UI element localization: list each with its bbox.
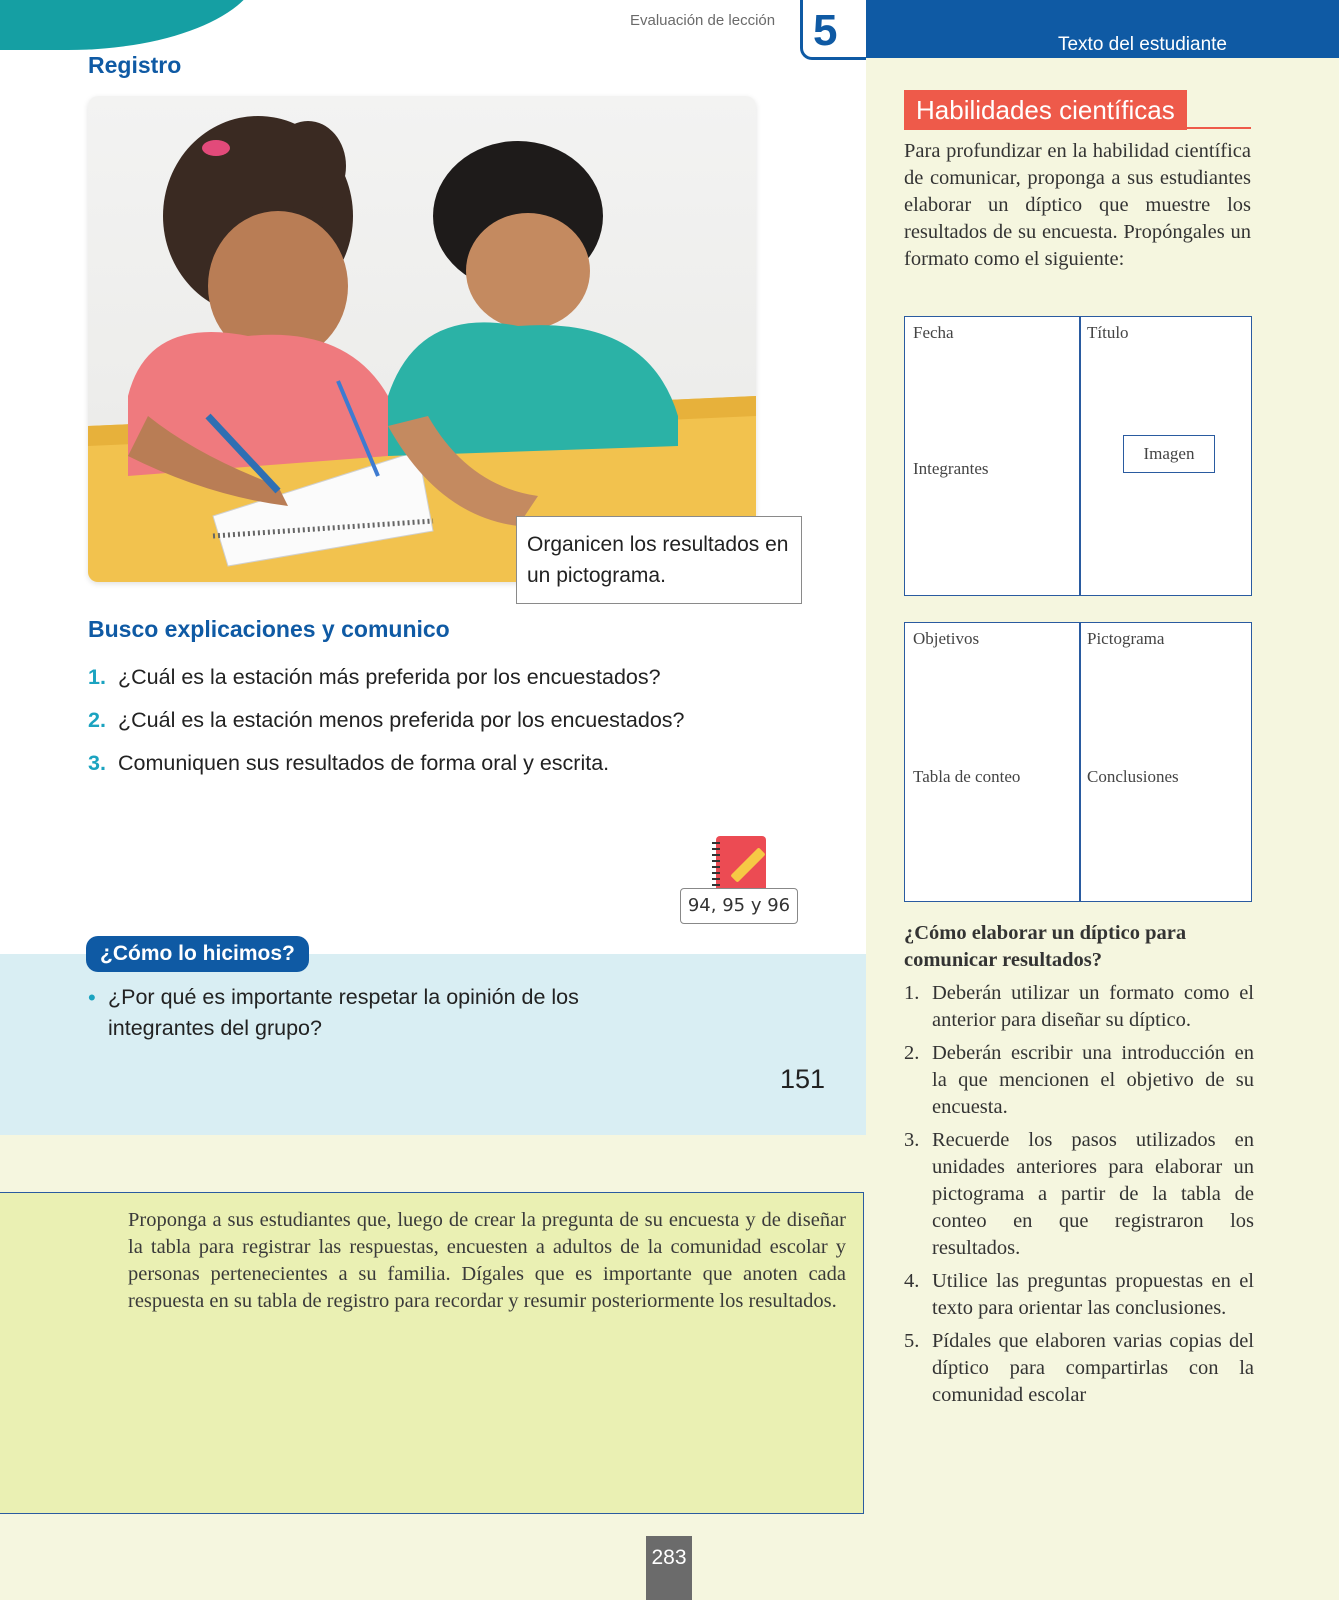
- lesson-label: Evaluación de lección: [630, 12, 776, 29]
- step-item: [904, 1127, 1254, 1262]
- step-text: Deberán utilizar un formato como el anterior para diseñar su díptico.: [932, 982, 1254, 1031]
- header-band-title: Texto del estudiante: [1057, 34, 1227, 55]
- question-text: ¿Cuál es la estación menos preferida por los encuestados?: [118, 708, 685, 732]
- diptico-template-back: [904, 622, 1252, 902]
- step-number: 3.: [904, 1129, 920, 1151]
- step-text: Recuerde los pasos utilizados en unidades anteriores para elaborar un pictograma a partir de la tabla de conteo en que registraron los resultados.: [932, 1129, 1254, 1259]
- label-fecha: Fecha: [913, 323, 954, 342]
- step-item: [904, 980, 1254, 1034]
- step-text: Deberán escribir una introducción en la que mencionen el objetivo de su encuesta.: [932, 1042, 1254, 1118]
- teacher-page-number: 283: [646, 1536, 692, 1600]
- habilidades-title: Habilidades científicas: [904, 90, 1187, 130]
- question-number: 1.: [88, 665, 106, 689]
- step-text: Pídales que elaboren varias copias del díptico para compartirlas con la comunidad escolar: [932, 1330, 1254, 1406]
- children-writing-photo: [88, 96, 756, 582]
- question-item: [88, 662, 768, 693]
- photo-illustration: [88, 96, 756, 582]
- label-integrantes: Integrantes: [913, 459, 989, 478]
- image-placeholder: Imagen: [1123, 435, 1215, 473]
- student-page: [0, 0, 866, 1135]
- teacher-note-text: Proponga a sus estudiantes que, luego de crear la pregunta de su encuesta y de diseñar la tabla para registrar las respuestas, encuesten a adultos de la comunidad escolar y personas pertenecientes a su familia. Dígales que es importante que anoten cada respuesta en su tabla de registro para recordar y resumir posteriormente los resultados.: [128, 1209, 846, 1312]
- step-item: [904, 1268, 1254, 1322]
- label-titulo: Título: [1087, 323, 1129, 342]
- diptico-template-front: [904, 316, 1252, 596]
- step-number: 1.: [904, 982, 920, 1004]
- how-to-title: ¿Cómo elaborar un díptico para comunicar resultados?: [904, 922, 1187, 971]
- label-pictograma: Pictograma: [1087, 629, 1165, 648]
- lesson-number: 5: [800, 0, 866, 60]
- panel-divider: [1079, 623, 1081, 901]
- question-list: [88, 662, 768, 791]
- photo-caption: Organicen los resultados en un pictograma.: [516, 516, 802, 604]
- como-lo-hicimos-title: ¿Cómo lo hicimos?: [86, 936, 309, 972]
- step-number: 5.: [904, 1330, 920, 1352]
- bullet-icon: •: [88, 985, 96, 1010]
- habilidades-text: Para profundizar en la habilidad científica de comunicar, proponga a sus estudiantes elaborar un díptico que muestre los resultados de su encuesta. Propóngales un formato como el siguiente:: [904, 140, 1251, 270]
- reflection-question: [88, 982, 688, 1044]
- question-number: 3.: [88, 751, 106, 775]
- label-tabla-de-conteo: Tabla de conteo: [913, 767, 1021, 786]
- step-number: 4.: [904, 1270, 920, 1292]
- title-rule: [904, 127, 1251, 129]
- question-item: [88, 705, 768, 736]
- question-item: [88, 748, 768, 779]
- decorative-swoosh: [0, 0, 260, 50]
- label-conclusiones: Conclusiones: [1087, 767, 1179, 786]
- header-band: [866, 0, 1339, 58]
- busco-section-title: Busco explicaciones y comunico: [88, 616, 450, 642]
- question-number: 2.: [88, 708, 106, 732]
- how-to-steps: [904, 980, 1254, 1415]
- question-text: ¿Cuál es la estación más preferida por los encuestados?: [118, 665, 661, 689]
- step-item: [904, 1328, 1254, 1409]
- question-text: Comuniquen sus resultados de forma oral y escrita.: [118, 751, 610, 775]
- student-page-number: 151: [780, 1064, 826, 1094]
- teacher-note-box: [0, 1192, 864, 1514]
- workbook-pages-reference: 94, 95 y 96: [680, 888, 798, 924]
- panel-divider: [1079, 317, 1081, 595]
- step-item: [904, 1040, 1254, 1121]
- label-objetivos: Objetivos: [913, 629, 980, 648]
- reflection-question-text: ¿Por qué es importante respetar la opinión de los integrantes del grupo?: [108, 985, 579, 1040]
- step-number: 2.: [904, 1042, 920, 1064]
- section-title: Registro: [88, 52, 182, 78]
- step-text: Utilice las preguntas propuestas en el texto para orientar las conclusiones.: [932, 1270, 1254, 1319]
